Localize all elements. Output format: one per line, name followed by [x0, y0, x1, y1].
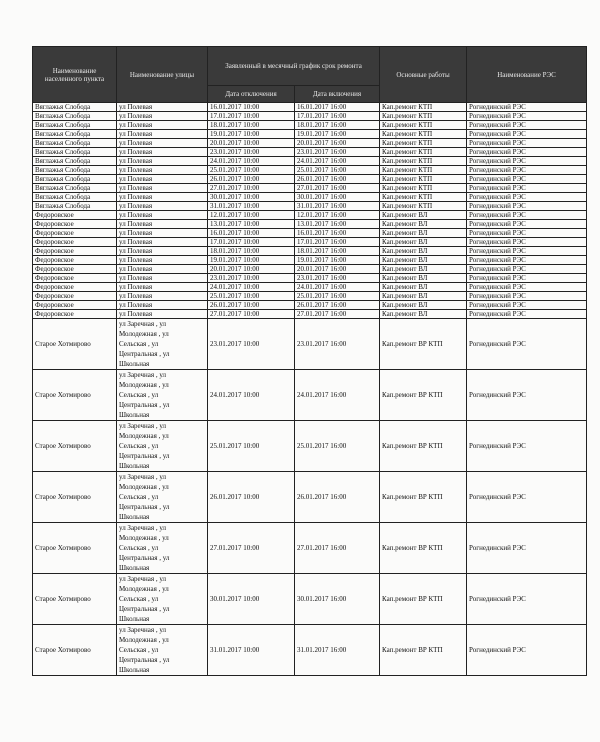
works-cell: Кап.ремонт ВЛ	[380, 220, 467, 229]
streets-cell	[117, 523, 208, 574]
on-date-cell: 26.01.2017 16:00	[295, 175, 380, 184]
on-date-cell: 25.01.2017 16:00	[295, 292, 380, 301]
settlement-cell: Федоровское	[33, 310, 117, 319]
on-date-cell: 31.01.2017 16:00	[295, 202, 380, 211]
on-date-cell: 23.01.2017 16:00	[295, 274, 380, 283]
street-line: ул Заречная , ул	[119, 473, 167, 481]
street-cell: ул Полевая	[117, 166, 208, 175]
works-cell: Кап.ремонт ВЛ	[380, 256, 467, 265]
off-date-cell: 16.01.2017 10:00	[208, 103, 295, 112]
settlement-cell: Старое Хотмирово	[33, 574, 117, 625]
street-line: Сельская , ул	[119, 442, 159, 450]
off-date-cell: 25.01.2017 10:00	[208, 421, 295, 472]
settlement-cell: Федоровское	[33, 301, 117, 310]
res-cell: Рогнединский РЭС	[467, 319, 587, 370]
header-settlement: Наименование населенного пункта	[33, 47, 117, 103]
works-cell: Кап.ремонт КТП	[380, 202, 467, 211]
street-cell: ул Полевая	[117, 220, 208, 229]
settlement-cell: Федоровское	[33, 211, 117, 220]
settlement-cell: Вяглажья Слобода	[33, 175, 117, 184]
street-line: Школьная	[119, 564, 150, 572]
works-cell: Кап.ремонт КТП	[380, 139, 467, 148]
on-date-cell: 27.01.2017 16:00	[295, 523, 380, 574]
res-cell: Рогнединский РЭС	[467, 274, 587, 283]
settlement-cell: Федоровское	[33, 256, 117, 265]
works-cell: Кап.ремонт ВР КТП	[380, 319, 467, 370]
off-date-cell: 23.01.2017 10:00	[208, 319, 295, 370]
on-date-cell: 30.01.2017 16:00	[295, 574, 380, 625]
table-row	[33, 175, 587, 184]
on-date-cell: 13.01.2017 16:00	[295, 220, 380, 229]
street-cell: ул Полевая	[117, 193, 208, 202]
settlement-cell: Вяглажья Слобода	[33, 130, 117, 139]
table-header	[33, 47, 587, 103]
res-cell: Рогнединский РЭС	[467, 292, 587, 301]
on-date-cell: 24.01.2017 16:00	[295, 283, 380, 292]
off-date-cell: 18.01.2017 10:00	[208, 247, 295, 256]
off-date-cell: 25.01.2017 10:00	[208, 292, 295, 301]
street-cell: ул Полевая	[117, 130, 208, 139]
table-row	[33, 625, 587, 676]
table-row	[33, 229, 587, 238]
settlement-cell: Федоровское	[33, 292, 117, 301]
settlement-cell: Вяглажья Слобода	[33, 121, 117, 130]
works-cell: Кап.ремонт ВЛ	[380, 283, 467, 292]
street-line: Центральная , ул	[119, 554, 170, 562]
table-row	[33, 130, 587, 139]
res-cell: Рогнединский РЭС	[467, 421, 587, 472]
street-cell: ул Полевая	[117, 283, 208, 292]
res-cell: Рогнединский РЭС	[467, 139, 587, 148]
streets-cell	[117, 625, 208, 676]
street-line: ул Заречная , ул	[119, 422, 167, 430]
street-line: Центральная , ул	[119, 503, 170, 511]
off-date-cell: 24.01.2017 10:00	[208, 283, 295, 292]
street-cell: ул Полевая	[117, 265, 208, 274]
table-row	[33, 166, 587, 175]
off-date-cell: 27.01.2017 10:00	[208, 310, 295, 319]
on-date-cell: 24.01.2017 16:00	[295, 370, 380, 421]
table-row	[33, 121, 587, 130]
table-row	[33, 103, 587, 112]
off-date-cell: 23.01.2017 10:00	[208, 274, 295, 283]
table-row	[33, 238, 587, 247]
off-date-cell: 20.01.2017 10:00	[208, 139, 295, 148]
works-cell: Кап.ремонт КТП	[380, 193, 467, 202]
settlement-cell: Старое Хотмирово	[33, 523, 117, 574]
settlement-cell: Вяглажья Слобода	[33, 112, 117, 121]
header-on-date: Дата включения	[295, 86, 380, 103]
streets-cell	[117, 574, 208, 625]
on-date-cell: 17.01.2017 16:00	[295, 238, 380, 247]
street-line: Молодежная , ул	[119, 330, 169, 338]
settlement-cell: Федоровское	[33, 238, 117, 247]
street-cell: ул Полевая	[117, 229, 208, 238]
street-cell: ул Полевая	[117, 139, 208, 148]
off-date-cell: 12.01.2017 10:00	[208, 211, 295, 220]
on-date-cell: 20.01.2017 16:00	[295, 265, 380, 274]
res-cell: Рогнединский РЭС	[467, 148, 587, 157]
works-cell: Кап.ремонт КТП	[380, 103, 467, 112]
street-line: Центральная , ул	[119, 656, 170, 664]
street-line: Сельская , ул	[119, 646, 159, 654]
res-cell: Рогнединский РЭС	[467, 265, 587, 274]
header-street: Наименование улицы	[117, 47, 208, 103]
off-date-cell: 26.01.2017 10:00	[208, 472, 295, 523]
header-res-name: Наименование РЭС	[467, 47, 587, 103]
works-cell: Кап.ремонт ВЛ	[380, 247, 467, 256]
res-cell: Рогнединский РЭС	[467, 157, 587, 166]
street-cell: ул Полевая	[117, 202, 208, 211]
streets-cell	[117, 319, 208, 370]
res-cell: Рогнединский РЭС	[467, 625, 587, 676]
street-line: Молодежная , ул	[119, 432, 169, 440]
street-cell: ул Полевая	[117, 103, 208, 112]
works-cell: Кап.ремонт ВЛ	[380, 211, 467, 220]
res-cell: Рогнединский РЭС	[467, 238, 587, 247]
on-date-cell: 17.01.2017 16:00	[295, 112, 380, 121]
settlement-cell: Старое Хотмирово	[33, 319, 117, 370]
res-cell: Рогнединский РЭС	[467, 247, 587, 256]
table-row	[33, 370, 587, 421]
works-cell: Кап.ремонт КТП	[380, 121, 467, 130]
works-cell: Кап.ремонт ВР КТП	[380, 523, 467, 574]
table-row	[33, 319, 587, 370]
header-schedule-group: Заявленный в месячный график срок ремонта	[208, 47, 380, 86]
works-cell: Кап.ремонт ВР КТП	[380, 574, 467, 625]
off-date-cell: 26.01.2017 10:00	[208, 301, 295, 310]
res-cell: Рогнединский РЭС	[467, 370, 587, 421]
street-cell: ул Полевая	[117, 148, 208, 157]
off-date-cell: 13.01.2017 10:00	[208, 220, 295, 229]
street-line: Школьная	[119, 615, 150, 623]
res-cell: Рогнединский РЭС	[467, 193, 587, 202]
on-date-cell: 18.01.2017 16:00	[295, 247, 380, 256]
res-cell: Рогнединский РЭС	[467, 283, 587, 292]
street-line: ул Заречная , ул	[119, 626, 167, 634]
street-line: Центральная , ул	[119, 605, 170, 613]
table-row	[33, 247, 587, 256]
street-cell: ул Полевая	[117, 211, 208, 220]
street-line: Школьная	[119, 462, 150, 470]
street-cell: ул Полевая	[117, 157, 208, 166]
table-row	[33, 112, 587, 121]
res-cell: Рогнединский РЭС	[467, 103, 587, 112]
on-date-cell: 25.01.2017 16:00	[295, 421, 380, 472]
on-date-cell: 23.01.2017 16:00	[295, 319, 380, 370]
settlement-cell: Вяглажья Слобода	[33, 193, 117, 202]
off-date-cell: 24.01.2017 10:00	[208, 157, 295, 166]
table-row	[33, 193, 587, 202]
street-line: Молодежная , ул	[119, 381, 169, 389]
works-cell: Кап.ремонт ВЛ	[380, 310, 467, 319]
works-cell: Кап.ремонт ВЛ	[380, 265, 467, 274]
street-cell: ул Полевая	[117, 184, 208, 193]
table-row	[33, 184, 587, 193]
works-cell: Кап.ремонт КТП	[380, 166, 467, 175]
on-date-cell: 25.01.2017 16:00	[295, 166, 380, 175]
street-line: Молодежная , ул	[119, 585, 169, 593]
on-date-cell: 27.01.2017 16:00	[295, 310, 380, 319]
street-cell: ул Полевая	[117, 238, 208, 247]
settlement-cell: Вяглажья Слобода	[33, 202, 117, 211]
off-date-cell: 30.01.2017 10:00	[208, 193, 295, 202]
works-cell: Кап.ремонт ВР КТП	[380, 625, 467, 676]
table-row	[33, 301, 587, 310]
settlement-cell: Вяглажья Слобода	[33, 103, 117, 112]
settlement-cell: Федоровское	[33, 274, 117, 283]
res-cell: Рогнединский РЭС	[467, 166, 587, 175]
street-line: Молодежная , ул	[119, 534, 169, 542]
settlement-cell: Федоровское	[33, 283, 117, 292]
works-cell: Кап.ремонт КТП	[380, 130, 467, 139]
settlement-cell: Вяглажья Слобода	[33, 139, 117, 148]
street-line: Сельская , ул	[119, 595, 159, 603]
street-line: Центральная , ул	[119, 401, 170, 409]
res-cell: Рогнединский РЭС	[467, 523, 587, 574]
res-cell: Рогнединский РЭС	[467, 301, 587, 310]
street-line: Сельская , ул	[119, 493, 159, 501]
on-date-cell: 20.01.2017 16:00	[295, 139, 380, 148]
street-cell: ул Полевая	[117, 175, 208, 184]
table-row	[33, 523, 587, 574]
street-line: Сельская , ул	[119, 544, 159, 552]
works-cell: Кап.ремонт КТП	[380, 148, 467, 157]
street-cell: ул Полевая	[117, 292, 208, 301]
on-date-cell: 27.01.2017 16:00	[295, 184, 380, 193]
off-date-cell: 25.01.2017 10:00	[208, 166, 295, 175]
on-date-cell: 24.01.2017 16:00	[295, 157, 380, 166]
street-cell: ул Полевая	[117, 121, 208, 130]
street-line: ул Заречная , ул	[119, 524, 167, 532]
table-row	[33, 574, 587, 625]
street-cell: ул Полевая	[117, 274, 208, 283]
table-row	[33, 274, 587, 283]
on-date-cell: 26.01.2017 16:00	[295, 472, 380, 523]
on-date-cell: 16.01.2017 16:00	[295, 229, 380, 238]
off-date-cell: 27.01.2017 10:00	[208, 523, 295, 574]
off-date-cell: 31.01.2017 10:00	[208, 202, 295, 211]
res-cell: Рогнединский РЭС	[467, 184, 587, 193]
res-cell: Рогнединский РЭС	[467, 256, 587, 265]
settlement-cell: Федоровское	[33, 220, 117, 229]
table-row	[33, 139, 587, 148]
off-date-cell: 24.01.2017 10:00	[208, 370, 295, 421]
works-cell: Кап.ремонт ВЛ	[380, 301, 467, 310]
street-cell: ул Полевая	[117, 247, 208, 256]
off-date-cell: 19.01.2017 10:00	[208, 130, 295, 139]
settlement-cell: Старое Хотмирово	[33, 421, 117, 472]
settlement-cell: Старое Хотмирово	[33, 370, 117, 421]
street-line: Школьная	[119, 666, 150, 674]
table-row	[33, 202, 587, 211]
on-date-cell: 16.01.2017 16:00	[295, 103, 380, 112]
street-line: ул Заречная , ул	[119, 575, 167, 583]
off-date-cell: 20.01.2017 10:00	[208, 265, 295, 274]
off-date-cell: 18.01.2017 10:00	[208, 121, 295, 130]
on-date-cell: 19.01.2017 16:00	[295, 256, 380, 265]
table-row	[33, 220, 587, 229]
street-cell: ул Полевая	[117, 256, 208, 265]
on-date-cell: 12.01.2017 16:00	[295, 211, 380, 220]
settlement-cell: Вяглажья Слобода	[33, 166, 117, 175]
settlement-cell: Вяглажья Слобода	[33, 148, 117, 157]
off-date-cell: 17.01.2017 10:00	[208, 112, 295, 121]
settlement-cell: Федоровское	[33, 265, 117, 274]
on-date-cell: 26.01.2017 16:00	[295, 301, 380, 310]
works-cell: Кап.ремонт ВР КТП	[380, 472, 467, 523]
street-line: Сельская , ул	[119, 391, 159, 399]
table-row	[33, 256, 587, 265]
works-cell: Кап.ремонт КТП	[380, 112, 467, 121]
street-line: Школьная	[119, 411, 150, 419]
on-date-cell: 23.01.2017 16:00	[295, 148, 380, 157]
off-date-cell: 23.01.2017 10:00	[208, 148, 295, 157]
works-cell: Кап.ремонт ВЛ	[380, 229, 467, 238]
off-date-cell: 26.01.2017 10:00	[208, 175, 295, 184]
settlement-cell: Старое Хотмирово	[33, 472, 117, 523]
street-line: Молодежная , ул	[119, 636, 169, 644]
works-cell: Кап.ремонт ВЛ	[380, 292, 467, 301]
street-line: Молодежная , ул	[119, 483, 169, 491]
res-cell: Рогнединский РЭС	[467, 202, 587, 211]
res-cell: Рогнединский РЭС	[467, 175, 587, 184]
table-row	[33, 148, 587, 157]
off-date-cell: 17.01.2017 10:00	[208, 238, 295, 247]
works-cell: Кап.ремонт ВЛ	[380, 238, 467, 247]
street-line: ул Заречная , ул	[119, 320, 167, 328]
settlement-cell: Вяглажья Слобода	[33, 184, 117, 193]
table-row	[33, 265, 587, 274]
street-cell: ул Полевая	[117, 112, 208, 121]
table-row	[33, 472, 587, 523]
works-cell: Кап.ремонт КТП	[380, 157, 467, 166]
street-line: Сельская , ул	[119, 340, 159, 348]
res-cell: Рогнединский РЭС	[467, 310, 587, 319]
res-cell: Рогнединский РЭС	[467, 211, 587, 220]
works-cell: Кап.ремонт ВЛ	[380, 274, 467, 283]
on-date-cell: 30.01.2017 16:00	[295, 193, 380, 202]
header-works: Основные работы	[380, 47, 467, 103]
works-cell: Кап.ремонт ВР КТП	[380, 370, 467, 421]
res-cell: Рогнединский РЭС	[467, 229, 587, 238]
street-cell: ул Полевая	[117, 310, 208, 319]
off-date-cell: 19.01.2017 10:00	[208, 256, 295, 265]
off-date-cell: 27.01.2017 10:00	[208, 184, 295, 193]
table-row	[33, 292, 587, 301]
off-date-cell: 16.01.2017 10:00	[208, 229, 295, 238]
works-cell: Кап.ремонт КТП	[380, 184, 467, 193]
on-date-cell: 19.01.2017 16:00	[295, 130, 380, 139]
street-line: ул Заречная , ул	[119, 371, 167, 379]
streets-cell	[117, 472, 208, 523]
street-line: Школьная	[119, 360, 150, 368]
table-row	[33, 310, 587, 319]
settlement-cell: Вяглажья Слобода	[33, 157, 117, 166]
settlement-cell: Федоровское	[33, 247, 117, 256]
street-line: Центральная , ул	[119, 350, 170, 358]
streets-cell	[117, 370, 208, 421]
table-row	[33, 157, 587, 166]
table-body	[33, 103, 587, 676]
settlement-cell: Старое Хотмирово	[33, 625, 117, 676]
res-cell: Рогнединский РЭС	[467, 574, 587, 625]
table-row	[33, 283, 587, 292]
street-line: Центральная , ул	[119, 452, 170, 460]
res-cell: Рогнединский РЭС	[467, 112, 587, 121]
streets-cell	[117, 421, 208, 472]
res-cell: Рогнединский РЭС	[467, 220, 587, 229]
street-cell: ул Полевая	[117, 301, 208, 310]
repair-schedule-sheet	[32, 46, 586, 676]
works-cell: Кап.ремонт КТП	[380, 175, 467, 184]
res-cell: Рогнединский РЭС	[467, 472, 587, 523]
header-off-date: Дата отключения	[208, 86, 295, 103]
repair-schedule-table	[32, 46, 587, 676]
works-cell: Кап.ремонт ВР КТП	[380, 421, 467, 472]
street-line: Школьная	[119, 513, 150, 521]
res-cell: Рогнединский РЭС	[467, 121, 587, 130]
on-date-cell: 18.01.2017 16:00	[295, 121, 380, 130]
table-row	[33, 421, 587, 472]
settlement-cell: Федоровское	[33, 229, 117, 238]
off-date-cell: 30.01.2017 10:00	[208, 574, 295, 625]
table-row	[33, 211, 587, 220]
on-date-cell: 31.01.2017 16:00	[295, 625, 380, 676]
off-date-cell: 31.01.2017 10:00	[208, 625, 295, 676]
res-cell: Рогнединский РЭС	[467, 130, 587, 139]
